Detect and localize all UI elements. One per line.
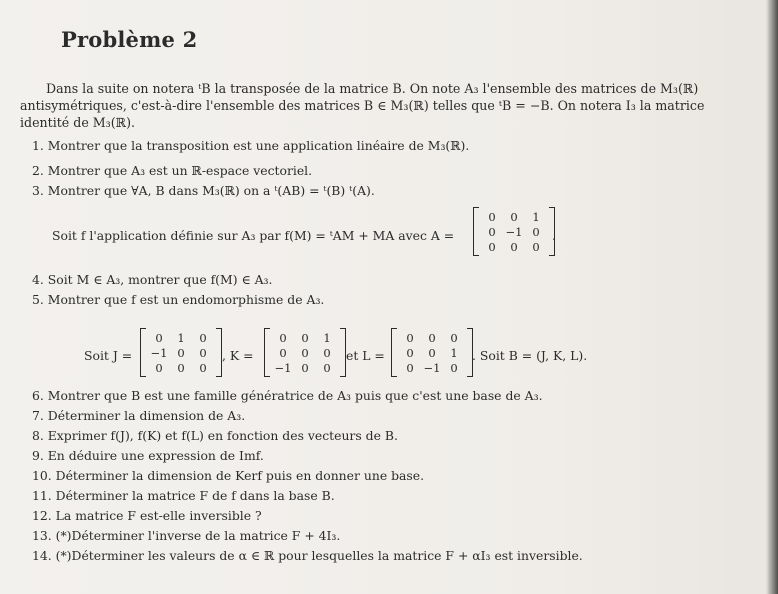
matrix-l-cell: 0 <box>406 330 414 345</box>
matrix-j-cell: 0 <box>199 330 207 345</box>
matrix-l-cell: 1 <box>450 345 458 360</box>
matrix-l-cell: 0 <box>406 345 414 360</box>
matrix-a-cell: 0 <box>488 224 496 239</box>
matrix-k-cell: 1 <box>323 330 331 345</box>
definition-f: Soit f l'application définie sur A₃ par f(M) = ᵗAM + MA avec A = <box>52 228 455 243</box>
question-8: 8. Exprimer f(J), f(K) et f(L) en fonction des vecteurs de B. <box>32 428 398 443</box>
matrix-j-cell: 1 <box>177 330 185 345</box>
question-3: 3. Montrer que ∀A, B dans M₃(ℝ) on a ᵗ(AB) = ᵗ(B) ᵗ(A). <box>32 183 375 198</box>
matrix-j-cell: 0 <box>155 330 163 345</box>
basis-prefix: Soit J = <box>84 348 133 363</box>
matrix-j-cell: 0 <box>177 345 185 360</box>
intro-line-2: antisymétriques, c'est-à-dire l'ensemble des matrices B ∈ M₃(ℝ) telles que ᵗB = −B. On notera I₃ la matrice <box>20 98 705 113</box>
question-7: 7. Déterminer la dimension de A₃. <box>32 408 246 423</box>
matrix-l-cell: −1 <box>423 360 441 375</box>
page-edge-shadow <box>766 0 778 594</box>
matrix-a-cell: 0 <box>510 239 518 254</box>
matrix-a-cell: 0 <box>510 209 518 224</box>
matrix-k-cell: 0 <box>301 360 309 375</box>
matrix-a-cell: 0 <box>532 224 540 239</box>
question-13: 13. (*)Déterminer l'inverse de la matrice F + 4I₃. <box>32 528 341 543</box>
question-1: 1. Montrer que la transposition est une application linéaire de M₃(ℝ). <box>32 138 470 153</box>
matrix-j-cell: 0 <box>199 345 207 360</box>
matrix-k-cell: 0 <box>301 330 309 345</box>
matrix-a <box>473 207 555 256</box>
question-11: 11. Déterminer la matrice F de f dans la base B. <box>32 488 335 503</box>
matrix-l-cell: 0 <box>428 330 436 345</box>
question-9: 9. En déduire une expression de Imf. <box>32 448 264 463</box>
basis-sep-k: , K = <box>222 348 254 363</box>
matrix-j <box>140 328 222 377</box>
matrix-k-cell: −1 <box>274 360 292 375</box>
matrix-l-cell: 0 <box>428 345 436 360</box>
question-5: 5. Montrer que f est un endomorphisme de A₃. <box>32 292 325 307</box>
basis-sep-l: et L = <box>346 348 385 363</box>
intro-paragraph <box>20 80 712 131</box>
intro-line-1: Dans la suite on notera ᵗB la transposée de la matrice B. On note A₃ l'ensemble des matrices de M₃(ℝ) <box>46 81 699 96</box>
matrix-l <box>391 328 473 377</box>
matrix-j-cell: 0 <box>199 360 207 375</box>
matrix-k-cell: 0 <box>323 345 331 360</box>
matrix-k-cell: 0 <box>323 360 331 375</box>
question-2: 2. Montrer que A₃ est un ℝ-espace vectoriel. <box>32 163 313 178</box>
matrix-k-cell: 0 <box>279 330 287 345</box>
matrix-j-cell: 0 <box>155 360 163 375</box>
matrix-a-cell: 0 <box>488 239 496 254</box>
matrix-l-cell: 0 <box>406 360 414 375</box>
question-4: 4. Soit M ∈ A₃, montrer que f(M) ∈ A₃. <box>32 272 273 287</box>
definition-f-end: . <box>552 228 556 243</box>
matrix-k-cell: 0 <box>301 345 309 360</box>
basis-suffix: . Soit B = (J, K, L). <box>472 348 588 363</box>
matrix-a-cell: −1 <box>505 224 523 239</box>
matrix-l-cell: 0 <box>450 330 458 345</box>
matrix-j-cell: 0 <box>177 360 185 375</box>
matrix-a-cell: 0 <box>532 239 540 254</box>
matrix-k <box>264 328 346 377</box>
question-6: 6. Montrer que B est une famille génératrice de A₃ puis que c'est une base de A₃. <box>32 388 543 403</box>
question-10: 10. Déterminer la dimension de Kerf puis en donner une base. <box>32 468 425 483</box>
question-14: 14. (*)Déterminer les valeurs de α ∈ ℝ pour lesquelles la matrice F + αI₃ est inversible. <box>32 548 583 563</box>
matrix-a-cell: 0 <box>488 209 496 224</box>
matrix-a-cell: 1 <box>532 209 540 224</box>
problem-title: Problème 2 <box>61 27 198 52</box>
question-12: 12. La matrice F est-elle inversible ? <box>32 508 262 523</box>
matrix-l-cell: 0 <box>450 360 458 375</box>
intro-line-3: identité de M₃(ℝ). <box>20 115 136 130</box>
matrix-k-cell: 0 <box>279 345 287 360</box>
matrix-j-cell: −1 <box>150 345 168 360</box>
